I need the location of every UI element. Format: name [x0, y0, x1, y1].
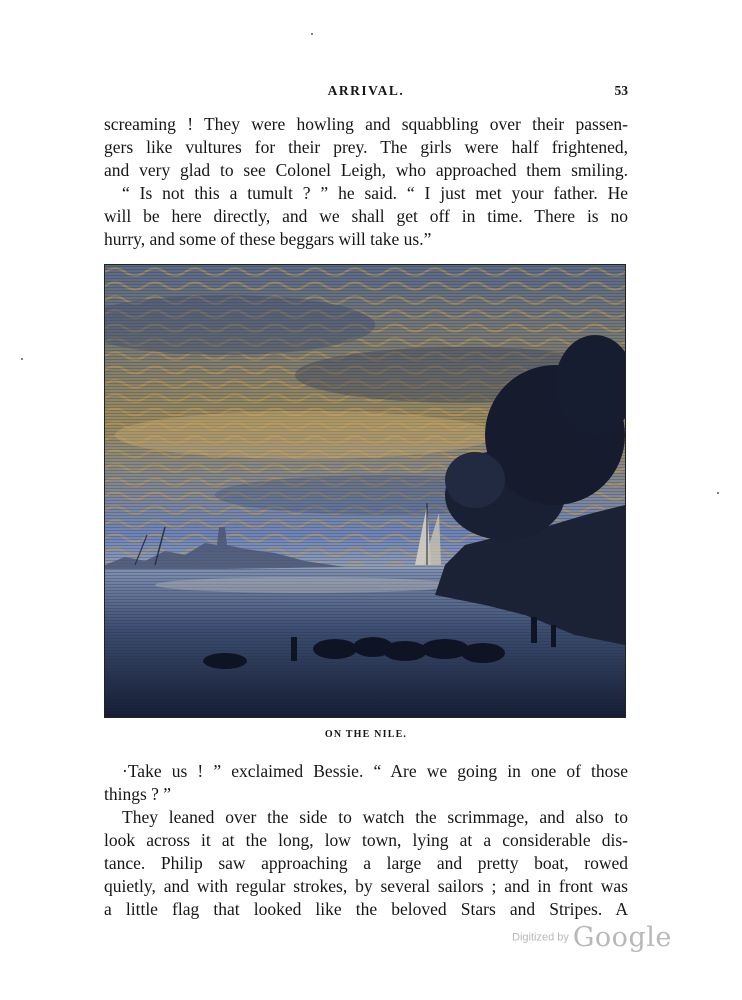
engraving-illustration — [104, 264, 626, 718]
google-logo: Google — [572, 922, 672, 953]
watermark-prefix: Digitized by — [512, 931, 569, 944]
illustration-caption: ON THE NILE. — [324, 729, 408, 740]
text-line: screaming ! They were howling and squabbling over their passen- — [104, 114, 628, 134]
nile-scene-image — [105, 265, 625, 717]
text-line: “ Is not this a tumult ? ” he said. “ I just met your father. He — [122, 183, 628, 203]
chapter-title: ARRIVAL. — [327, 83, 405, 98]
text-line: look across it at the long, low town, lying at a considerable dis- — [104, 830, 628, 850]
digitized-watermark — [512, 922, 672, 956]
text-line: a little flag that looked like the beloved Stars and Stripes. A — [104, 899, 628, 919]
text-line: things ? ” — [104, 784, 172, 804]
text-line: quietly, and with regular strokes, by several sailors ; and in front was — [104, 876, 628, 896]
text-line: gers like vultures for their prey. The girls were half frightened, — [104, 137, 628, 157]
text-line: They leaned over the side to watch the scrimmage, and also to — [122, 807, 628, 827]
text-line: tance. Philip saw approaching a large and pretty boat, rowed — [104, 853, 628, 873]
speck — [311, 33, 313, 35]
text-line: will be here directly, and we shall get off in time. There is no — [104, 206, 628, 226]
page-number: 53 — [614, 83, 628, 98]
text-line: ·Take us ! ” exclaimed Bessie. “ Are we going in one of those — [122, 761, 628, 781]
speck — [717, 492, 719, 494]
text-line: and very glad to see Colonel Leigh, who approached them smiling. — [104, 160, 628, 180]
running-head — [104, 83, 628, 103]
speck — [21, 358, 23, 360]
text-line: hurry, and some of these beggars will take us.” — [104, 229, 432, 249]
